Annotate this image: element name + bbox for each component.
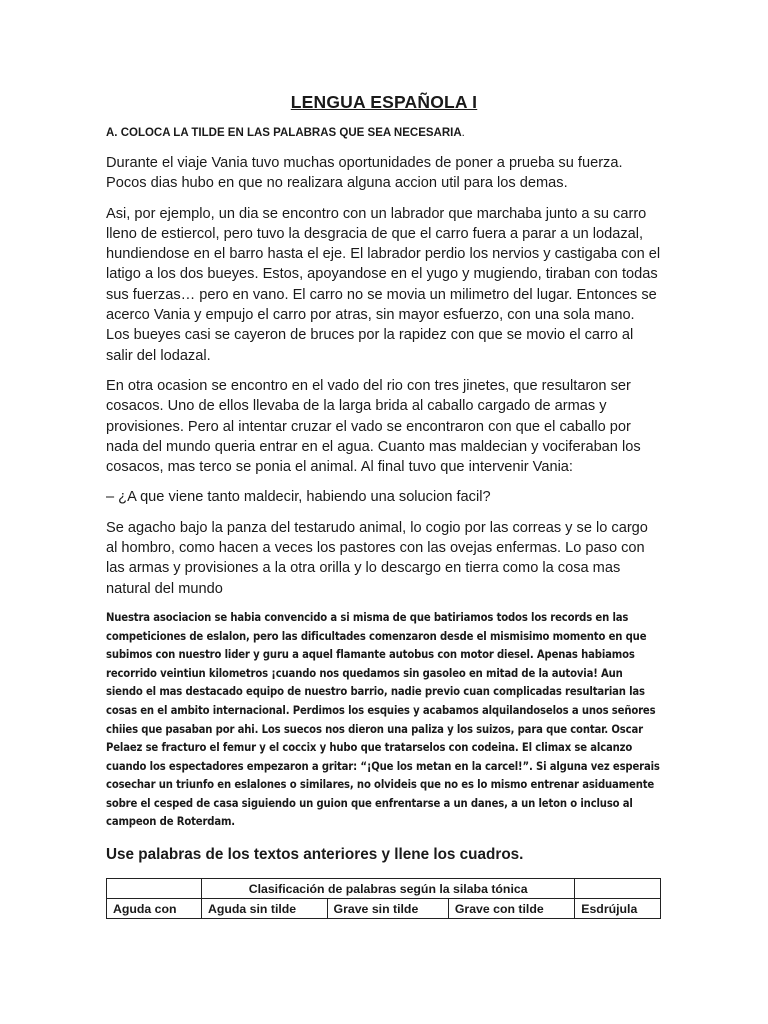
table-corner-cell: [107, 879, 202, 899]
table-caption: Clasificación de palabras según la silaba tónica: [202, 879, 575, 899]
table-header-row: [107, 899, 661, 919]
instruction-text: A. COLOCA LA TILDE EN LAS PALABRAS QUE SEA NECESARIA: [106, 127, 462, 139]
task-instruction: Use palabras de los textos anteriores y llene los cuadros.: [106, 846, 524, 864]
header-esdrujula: Esdrújula: [575, 899, 661, 919]
document-title: LENGUA ESPAÑOLA I: [290, 92, 478, 112]
classification-table: [106, 878, 661, 919]
paragraph: Se agacho bajo la panza del testarudo animal, lo cogio por las correas y se lo cargo al hombro, como hacen a veces los pastores con las ovejas enfermas. Lo paso con las armas y provisiones a la otra orilla y lo descargo en tierra como la cosa mas natural del mundo: [106, 519, 648, 597]
paragraph: Durante el viaje Vania tuvo muchas oportunidades de poner a prueba su fuerza. Pocos dias hubo en que no realizara alguna accion util para los demas.: [106, 155, 623, 192]
table-empty-cell: [575, 879, 661, 899]
table-caption-row: [107, 879, 661, 899]
header-aguda-con: Aguda con: [107, 899, 202, 919]
instruction-heading: [106, 127, 662, 139]
document-page: [106, 92, 662, 919]
paragraph-dialogue: – ¿A que viene tanto maldecir, habiendo una solucion facil?: [106, 489, 491, 506]
header-aguda-sin-tilde: Aguda sin tilde: [202, 899, 328, 919]
header-grave-sin-tilde: Grave sin tilde: [327, 899, 448, 919]
second-text: Nuestra asociacion se habia convencido a si misma de que batiriamos todos los records en las competiciones de eslalon, pero las dificultades comenzaron desde el mismisimo momento en que subimos con nuestro lider y guru a aquel flamante autobus con motor diesel. Apenas habiamos recorrido veintiun kilometros ¡cuando nos quedamos sin gasoleo en mitad de la autovia! Aun siendo el mas destacado equipo de nuestro barrio, nadie previo cuan complicadas resultarian las cosas en el ambito internacional. Perdimos los esquies y acabamos alquilandoselos a unos señores chiies que pasaban por ahi. Los suecos nos dieron una paliza y los suizos, para que contar. Oscar Pelaez se fracturo el femur y el coccix y hubo que tratarselos con codeina. El climax se alcanzo cuando los espectadores empezaron a gritar: “¡Que los metan en la carcel!”. Si alguna vez esperais cosechar un triunfo en eslalones o similares, no olvideis que no es lo mismo entrenar asiduamente sobre el cesped de casa siguiendo un guion que enfrentarse a un danes, a un leton o incluso al campeon de Roterdam.: [106, 610, 660, 829]
paragraph: En otra ocasion se encontro en el vado del rio con tres jinetes, que resultaron ser cosacos. Uno de ellos llevaba de la larga brida al caballo cargado de armas y provisiones. Pero al intentar cruzar el vado se encontraron con que el caballo por nada del mundo queria entrar en el agua. Cuanto mas maldecian y vociferaban los cosacos, mas terco se ponia el animal. Al final tuvo que intervenir Vania:: [106, 377, 641, 476]
paragraph: Asi, por ejemplo, un dia se encontro con un labrador que marchaba junto a su carro lleno de estiercol, pero tuvo la desgracia de que el carro fuera a parar a un lodazal, hundiendose en el barro hasta el eje. El labrador perdio los nervios y castigaba con el latigo a los dos bueyes. Estos, apoyandose en el yugo y mugiendo, tiraban con todas sus fuerzas… pero en vano. El carro no se movia un milimetro del lugar. Entonces se acerco Vania y empujo el carro por atras, sin mayor esfuerzo, con una sola mano. Los bueyes casi se cayeron de bruces por la rapidez con que se movio el carro al salir del lodazal.: [106, 205, 661, 364]
header-grave-con-tilde: Grave con tilde: [448, 899, 574, 919]
instruction-period: .: [461, 127, 465, 139]
